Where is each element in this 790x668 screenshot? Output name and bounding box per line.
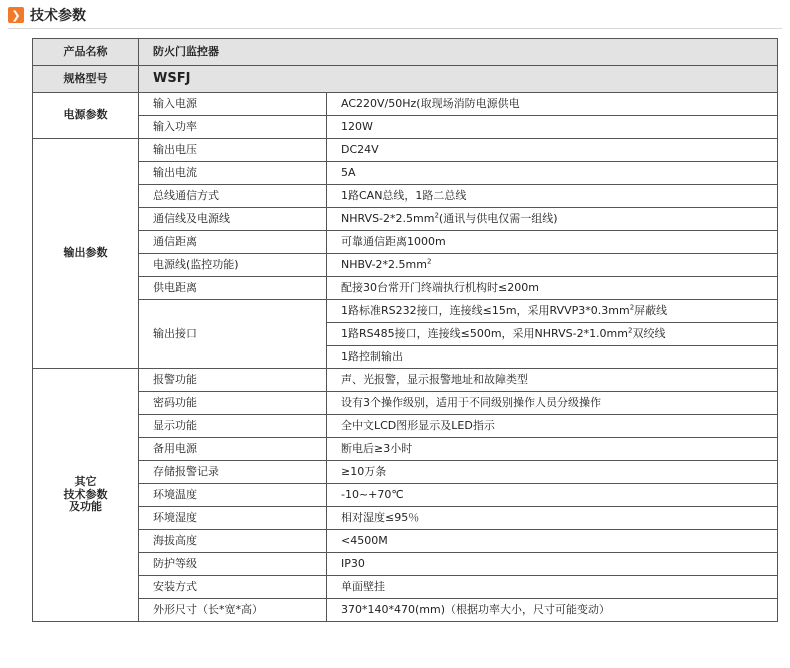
table-row (33, 599, 778, 622)
table-row (33, 576, 778, 599)
table-row (33, 116, 778, 139)
table-row (33, 461, 778, 484)
param-value (327, 254, 778, 277)
param-value: DC24V (327, 139, 778, 162)
group-label-line: 技术参数 (63, 487, 108, 501)
table-row (33, 553, 778, 576)
param-label: 输出电流 (139, 162, 327, 185)
model-value: WSFJ (139, 66, 778, 93)
param-value: 可靠通信距离1000m (327, 231, 778, 254)
param-label: 存储报警记录 (139, 461, 327, 484)
table-row (33, 438, 778, 461)
table-row (33, 185, 778, 208)
table-row (33, 231, 778, 254)
value-text: 1路RS485接口，连接线≤500m，采用NHRVS-2*1.0mm (341, 326, 628, 340)
table-row (33, 300, 778, 323)
value-text: 双绞线 (632, 326, 666, 340)
table-row (33, 162, 778, 185)
value-text: 屏蔽线 (634, 303, 668, 317)
table-row (33, 369, 778, 392)
superscript: 2 (628, 326, 633, 335)
param-label: 输入功率 (139, 116, 327, 139)
table-row (33, 484, 778, 507)
table-row (33, 93, 778, 116)
table-row (33, 66, 778, 93)
table-row (33, 277, 778, 300)
table-row (33, 392, 778, 415)
param-label: 输入电源 (139, 93, 327, 116)
param-label: 总线通信方式 (139, 185, 327, 208)
superscript: 2 (434, 211, 439, 220)
param-value: 断电后≥3小时 (327, 438, 778, 461)
param-value (327, 323, 778, 346)
table-row (33, 254, 778, 277)
param-value: 单面壁挂 (327, 576, 778, 599)
group-label: 输出参数 (33, 139, 139, 369)
group-label: 电源参数 (33, 93, 139, 139)
param-value: 全中文LCD图形显示及LED指示 (327, 415, 778, 438)
group-label (33, 369, 139, 622)
param-label: 显示功能 (139, 415, 327, 438)
param-value: 相对湿度≤95％ (327, 507, 778, 530)
table-row (33, 139, 778, 162)
table-row (33, 39, 778, 66)
param-label: 防护等级 (139, 553, 327, 576)
value-text: 1路标准RS232接口，连接线≤15m，采用RVVP3*0.3mm (341, 303, 630, 317)
param-value: 1路CAN总线，1路二总线 (327, 185, 778, 208)
section-header (8, 6, 86, 24)
param-label: 外形尺寸（长*宽*高） (139, 599, 327, 622)
param-value: -10~+70℃ (327, 484, 778, 507)
param-value: AC220V/50Hz(取现场消防电源供电 (327, 93, 778, 116)
header-divider (8, 28, 782, 29)
group-label-line: 其它 (74, 475, 97, 489)
section-title: 技术参数 (30, 8, 86, 24)
value-text: NHBV-2*2.5mm (341, 257, 427, 271)
param-label: 电源线(监控功能) (139, 254, 327, 277)
row-label: 规格型号 (33, 66, 139, 93)
table-row (33, 415, 778, 438)
param-value: ≥10万条 (327, 461, 778, 484)
param-label: 供电距离 (139, 277, 327, 300)
superscript: 2 (629, 303, 635, 312)
param-value: 声、光报警，显示报警地址和故障类型 (327, 369, 778, 392)
param-label: 输出电压 (139, 139, 327, 162)
value-text: (通讯与供电仅需一组线) (438, 211, 558, 225)
table-row (33, 530, 778, 553)
param-label: 通信距离 (139, 231, 327, 254)
param-value (327, 300, 778, 323)
param-value: 5A (327, 162, 778, 185)
param-label: 安装方式 (139, 576, 327, 599)
param-label: 输出接口 (139, 300, 327, 369)
table-row (33, 507, 778, 530)
param-value: 配接30台常开门终端执行机构时≤200m (327, 277, 778, 300)
param-value: 1路控制输出 (327, 346, 778, 369)
param-label: 通信线及电源线 (139, 208, 327, 231)
param-value: 370*140*470(mm)（根据功率大小，尺寸可能变动） (327, 599, 778, 622)
spec-table (32, 38, 778, 622)
param-value: IP30 (327, 553, 778, 576)
param-label: 报警功能 (139, 369, 327, 392)
product-name-value: 防火门监控器 (139, 39, 778, 66)
row-label: 产品名称 (33, 39, 139, 66)
param-label: 海拔高度 (139, 530, 327, 553)
param-value (327, 208, 778, 231)
param-value: 设有3个操作级别，适用于不同级别操作人员分级操作 (327, 392, 778, 415)
chevron-right-icon: ❯ (8, 7, 24, 23)
param-label: 密码功能 (139, 392, 327, 415)
superscript: 2 (426, 257, 432, 266)
value-text: NHRVS-2*2.5mm (341, 211, 435, 225)
param-value: 120W (327, 116, 778, 139)
group-label-line: 及功能 (69, 500, 102, 514)
param-label: 环境湿度 (139, 507, 327, 530)
param-label: 环境温度 (139, 484, 327, 507)
table-row (33, 208, 778, 231)
param-label: 备用电源 (139, 438, 327, 461)
param-value: <4500M (327, 530, 778, 553)
